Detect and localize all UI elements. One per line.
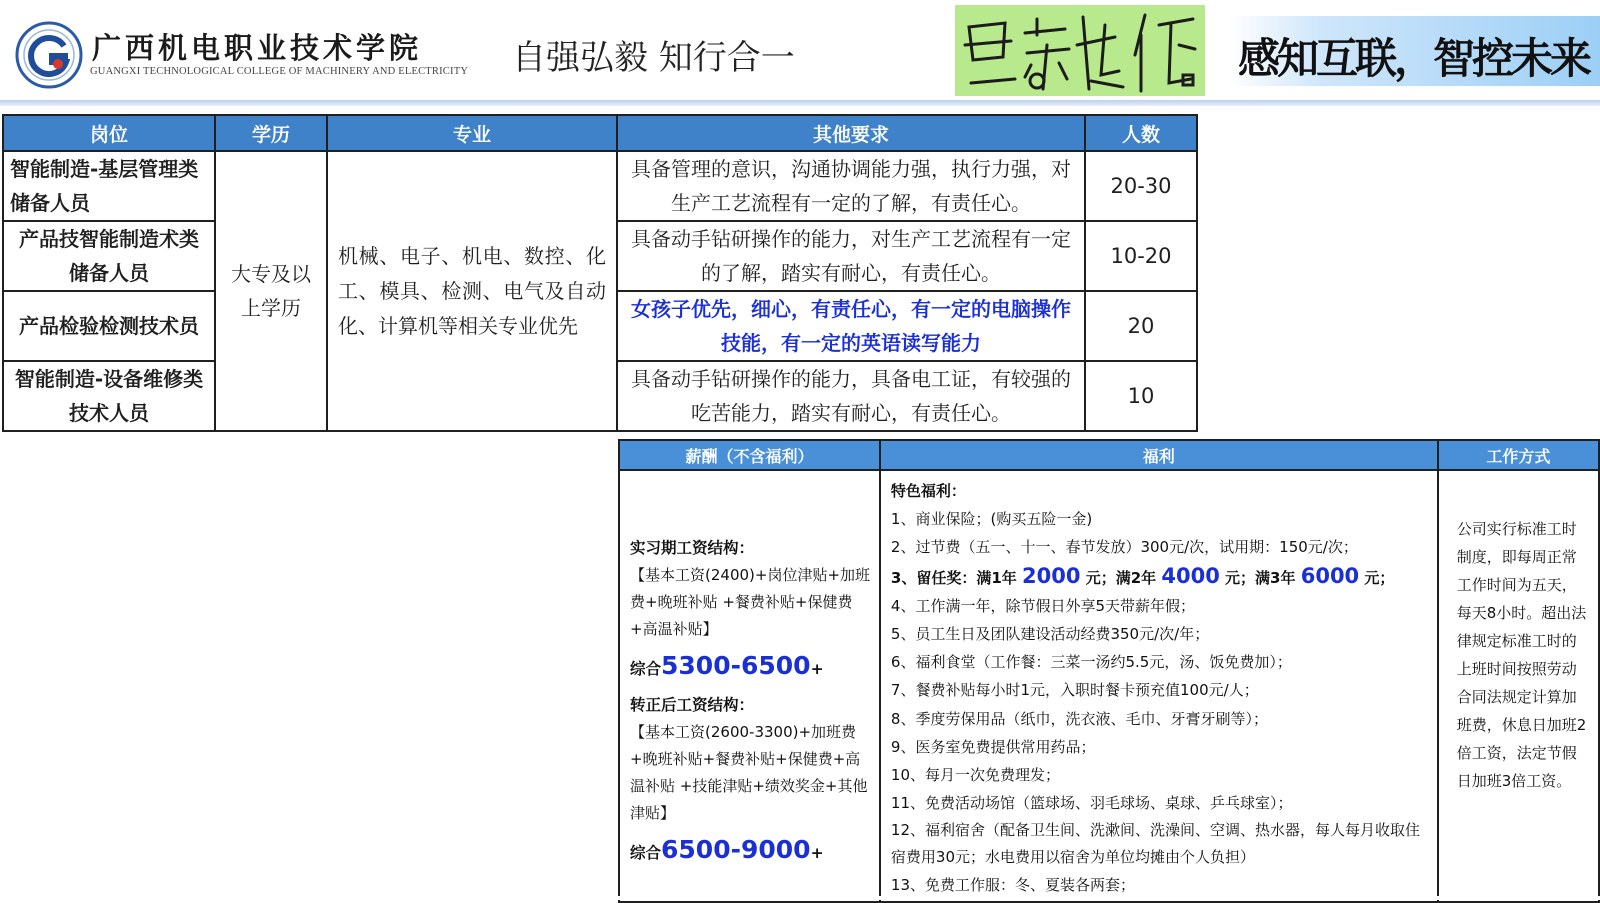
header-welfare: 福利 bbox=[880, 440, 1438, 470]
header-count: 人数 bbox=[1085, 115, 1197, 151]
welfare-item: 11、免费活动场馆（篮球场、羽毛球场、桌球、乒乓球室）； bbox=[890, 794, 1293, 813]
header-major: 专业 bbox=[327, 115, 617, 151]
bonus-text: 元；满2年 bbox=[1080, 568, 1162, 587]
intern-total-prefix: 综合 bbox=[630, 660, 662, 678]
other-requirements-highlight: 女孩子优先，细心，有责任心，有一定的电脑操作技能，有一定的英语读写能力 bbox=[617, 291, 1085, 361]
welfare-item: 7、餐费补贴每小时1元，入职时餐卡预充值100元/人； bbox=[890, 681, 1259, 700]
regular-salary-structure: 【基本工资(2600-3300)+加班费+晚班补贴+餐费补贴+保健费+高温补贴 +技能津贴+绩效奖金+其他津贴】 bbox=[630, 723, 868, 822]
salary-cell bbox=[619, 470, 880, 902]
position-name: 智能制造-设备维修类技术人员 bbox=[3, 361, 215, 431]
welfare-item: 10、每月一次免费理发； bbox=[890, 766, 1061, 785]
welfare-cell bbox=[880, 470, 1438, 902]
bonus-amount: 6000 bbox=[1300, 563, 1360, 588]
welfare-title: 特色福利： bbox=[890, 482, 966, 500]
welfare-item: 5、员工生日及团队建设活动经费350元/次/年； bbox=[890, 625, 1210, 644]
college-logo-icon bbox=[14, 20, 84, 90]
intern-salary-total bbox=[630, 649, 871, 686]
headcount: 20 bbox=[1085, 291, 1197, 361]
header-position: 岗位 bbox=[3, 115, 215, 151]
school-name: 广西机电职业技术学院 bbox=[92, 31, 423, 65]
positions-header-row bbox=[3, 115, 1197, 151]
intern-total-amount: 5300-6500 bbox=[661, 651, 811, 680]
welfare-item: 9、医务室免费提供常用药品； bbox=[890, 737, 1096, 756]
headcount: 10 bbox=[1085, 361, 1197, 431]
welfare-item: 6、福利食堂（工作餐：三菜一汤约5.5元，汤、饭免费加）； bbox=[890, 653, 1292, 672]
header-salary: 薪酬（不含福利） bbox=[619, 440, 880, 470]
welfare-item: 12、福利宿舍（配备卫生间、洗漱间、洗澡间、空调、热水器，每人每月收取住宿费用30元；水电费用以宿舍为单位均摊由个人负担） bbox=[890, 821, 1421, 867]
welfare-item: 1、商业保险；(购买五险一金) bbox=[890, 510, 1093, 529]
headcount: 20-30 bbox=[1085, 151, 1197, 221]
benefits-row bbox=[619, 470, 1599, 902]
major-requirement: 机械、电子、机电、数控、化工、模具、检测、电气及自动化、计算机等相关专业优先 bbox=[327, 151, 617, 431]
school-motto: 自强弘毅 知行合一 bbox=[512, 38, 795, 78]
education-requirement: 大专及以上学历 bbox=[215, 151, 327, 431]
intern-salary-structure: 【基本工资(2400)+岗位津贴+加班费+晚班补贴 +餐费补贴+保健费+高温补贴】 bbox=[630, 566, 871, 638]
regular-total-suffix: + bbox=[810, 844, 824, 862]
bonus-amount: 4000 bbox=[1161, 563, 1220, 588]
regular-salary-total bbox=[630, 833, 871, 870]
page-bottom-mask bbox=[618, 896, 1600, 900]
welfare-item: 8、季度劳保用品（纸巾，洗衣液、毛巾、牙膏牙刷等）； bbox=[890, 709, 1268, 728]
page-header bbox=[0, 0, 1600, 100]
other-requirements: 具备动手钻研操作的能力，对生产工艺流程有一定的了解，踏实有耐心，有责任心。 bbox=[617, 221, 1085, 291]
benefits-table bbox=[618, 439, 1600, 903]
other-requirements: 具备管理的意识，沟通协调能力强，执行力强，对生产工艺流程有一定的了解，有责任心。 bbox=[617, 151, 1085, 221]
benefits-header-row bbox=[619, 440, 1599, 470]
header-divider bbox=[0, 100, 1600, 106]
table-row bbox=[3, 151, 1197, 221]
welfare-item: 2、过节费（五一、十一、春节发放）300元/次，试用期：150元/次； bbox=[890, 538, 1358, 557]
header-education: 学历 bbox=[215, 115, 327, 151]
positions-table bbox=[2, 114, 1198, 432]
header-work-mode: 工作方式 bbox=[1438, 440, 1599, 470]
bonus-text: 3、留任奖：满1年 bbox=[890, 568, 1023, 587]
header-requirements: 其他要求 bbox=[617, 115, 1085, 151]
bonus-text: 元；满3年 bbox=[1219, 568, 1301, 587]
position-name: 产品技智能制造术类储备人员 bbox=[3, 221, 215, 291]
calligraphy-icon bbox=[955, 5, 1205, 96]
position-name: 产品检验检测技术员 bbox=[3, 291, 215, 361]
intern-total-suffix: + bbox=[810, 660, 824, 678]
calligraphy-logo bbox=[955, 5, 1205, 96]
regular-total-amount: 6500-9000 bbox=[661, 835, 811, 864]
work-mode-cell: 公司实行标准工时制度，即每周正常工作时间为五天，每天8小时。超出法律规定标准工时的上班时间按照劳动合同法规定计算加班费，休息日加班2倍工资，法定节假日加班3倍工资。 bbox=[1438, 470, 1599, 902]
bonus-amount: 2000 bbox=[1022, 563, 1081, 588]
intern-salary-label: 实习期工资结构： bbox=[630, 539, 755, 557]
welfare-item: 4、工作满一年，除节假日外享5天带薪年假； bbox=[890, 596, 1196, 615]
bonus-text: 元； bbox=[1359, 568, 1395, 587]
slogan-text: 感知互联，智控未来 bbox=[1238, 34, 1590, 83]
other-requirements: 具备动手钻研操作的能力，具备电工证，有较强的吃苦能力，踏实有耐心，有责任心。 bbox=[617, 361, 1085, 431]
school-name-en: GUANGXI TECHNOLOGICAL COLLEGE OF MACHINERY AND ELECTRICITY bbox=[90, 66, 469, 77]
regular-salary-label: 转正后工资结构： bbox=[630, 696, 755, 714]
welfare-item: 13、免费工作服：冬、夏装各两套； bbox=[890, 876, 1136, 895]
headcount: 10-20 bbox=[1085, 221, 1197, 291]
position-name: 智能制造-基层管理类储备人员 bbox=[3, 151, 215, 221]
regular-total-prefix: 综合 bbox=[630, 844, 662, 862]
retention-bonus-item bbox=[891, 562, 1429, 592]
